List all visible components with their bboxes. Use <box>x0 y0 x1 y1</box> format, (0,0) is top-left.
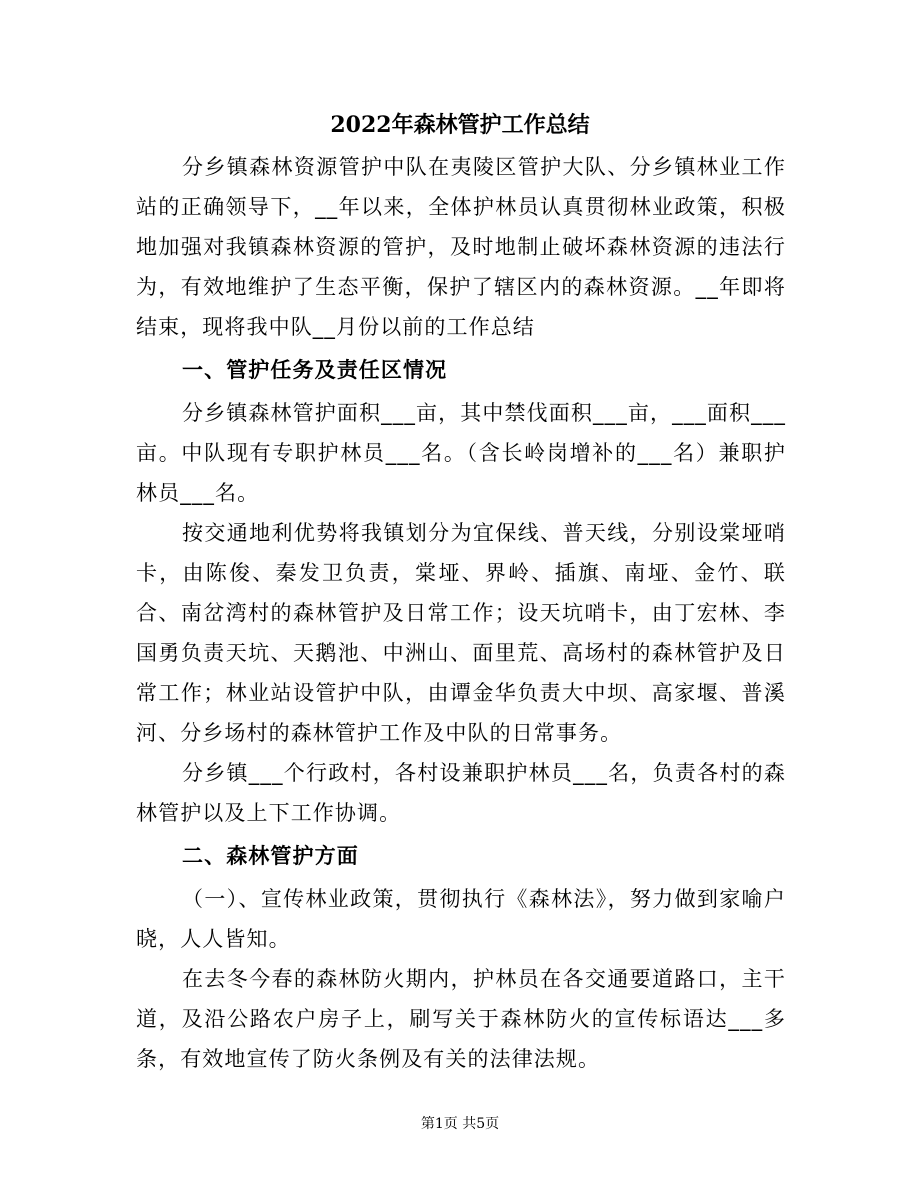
paragraph-area: 分乡镇森林管护面积___亩，其中禁伐面积___亩，___面积___亩。中队现有专职护林员___名。（含长岭岗增补的___名）兼职护林员___名。 <box>136 401 786 505</box>
page-footer: 第1页 共5页 <box>420 1116 500 1132</box>
section-heading-1: 一、管护任务及责任区情况 <box>182 358 448 382</box>
document-title: 2022年森林管护工作总结 <box>330 112 590 138</box>
section-heading-2: 二、森林管护方面 <box>182 844 359 868</box>
paragraph-policy: （一）、宣传林业政策，贯彻执行《森林法》，努力做到家喻户晓，人人皆知。 <box>136 887 786 951</box>
paragraph-division: 按交通地利优势将我镇划分为宜保线、普天线，分别设棠垭哨卡，由陈俊、秦发卫负责，棠垭、界岭、插旗、南垭、金竹、联合、南岔湾村的森林管护及日常工作；设天坑哨卡，由丁宏林、李国勇负责天坑、天鹅池、中洲山、面里荒、高场村的森林管护及日常工作；林业站设管护中队，由谭金华负责大中坝、高家堰、普溪河、分乡场村的森林管护工作及中队的日常事务。 <box>136 521 786 745</box>
paragraph-intro: 分乡镇森林资源管护中队在夷陵区管护大队、分乡镇林业工作站的正确领导下，__年以来，全体护林员认真贯彻林业政策，积极地加强对我镇森林资源的管护，及时地制止破坏森林资源的违法行为，有效地维护了生态平衡，保护了辖区内的森林资源。__年即将结束，现将我中队__月份以前的工作总结 <box>136 155 786 339</box>
paragraph-villages: 分乡镇___个行政村，各村设兼职护林员___名，负责各村的森林管护以及上下工作协调。 <box>136 761 786 825</box>
document-body <box>136 147 786 1079</box>
paragraph-fire-prevention: 在去冬今春的森林防火期内，护林员在各交通要道路口，主干道，及沿公路农户房子上，刷写关于森林防火的宣传标语达___多条，有效地宣传了防火条例及有关的法律法规。 <box>136 967 786 1071</box>
